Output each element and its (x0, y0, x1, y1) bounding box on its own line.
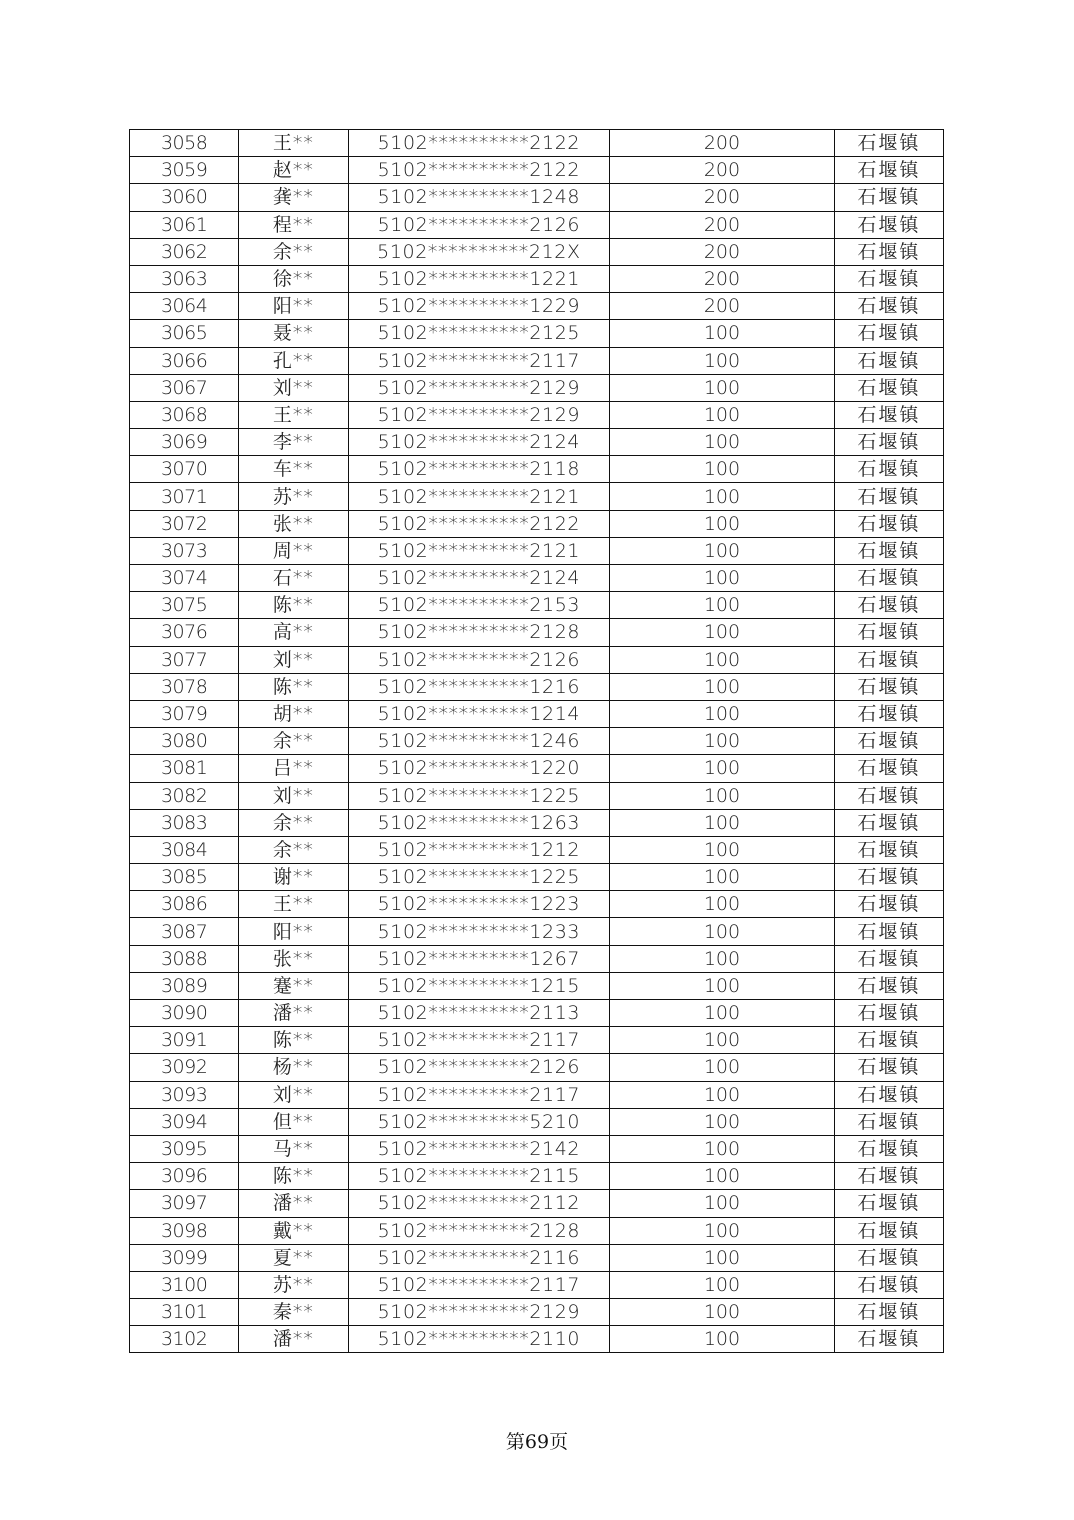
id-number-cell: 5102**********2153 (348, 592, 610, 619)
town-cell: 石堰镇 (834, 864, 943, 891)
amount-cell: 200 (610, 211, 835, 238)
name-cell: 赵** (239, 157, 348, 184)
id-number-cell: 5102**********2117 (348, 1081, 610, 1108)
id-number-cell: 5102**********1220 (348, 755, 610, 782)
serial-number-cell: 3096 (130, 1163, 239, 1190)
table-row (130, 1271, 944, 1298)
table-row (130, 293, 944, 320)
table-row (130, 1217, 944, 1244)
name-cell: 苏** (239, 483, 348, 510)
table-row (130, 1244, 944, 1271)
name-cell: 程** (239, 211, 348, 238)
table-row (130, 592, 944, 619)
town-cell: 石堰镇 (834, 972, 943, 999)
id-number-cell: 5102**********2129 (348, 374, 610, 401)
name-cell: 陈** (239, 673, 348, 700)
town-cell: 石堰镇 (834, 592, 943, 619)
town-cell: 石堰镇 (834, 646, 943, 673)
id-number-cell: 5102**********2117 (348, 1027, 610, 1054)
name-cell: 周** (239, 537, 348, 564)
name-cell: 李** (239, 429, 348, 456)
amount-cell: 100 (610, 619, 835, 646)
name-cell: 徐** (239, 265, 348, 292)
amount-cell: 200 (610, 265, 835, 292)
table-row (130, 809, 944, 836)
town-cell: 石堰镇 (834, 238, 943, 265)
serial-number-cell: 3060 (130, 184, 239, 211)
id-number-cell: 5102**********2122 (348, 157, 610, 184)
table-row (130, 1081, 944, 1108)
name-cell: 高** (239, 619, 348, 646)
roster-table-body (130, 130, 944, 1353)
serial-number-cell: 3075 (130, 592, 239, 619)
id-number-cell: 5102**********1225 (348, 864, 610, 891)
serial-number-cell: 3062 (130, 238, 239, 265)
name-cell: 苏** (239, 1271, 348, 1298)
serial-number-cell: 3088 (130, 945, 239, 972)
amount-cell: 100 (610, 1299, 835, 1326)
town-cell: 石堰镇 (834, 184, 943, 211)
name-cell: 孔** (239, 347, 348, 374)
table-row (130, 1054, 944, 1081)
name-cell: 潘** (239, 1190, 348, 1217)
table-row (130, 782, 944, 809)
town-cell: 石堰镇 (834, 130, 943, 157)
town-cell: 石堰镇 (834, 1271, 943, 1298)
amount-cell: 100 (610, 1027, 835, 1054)
name-cell: 杨** (239, 1054, 348, 1081)
town-cell: 石堰镇 (834, 429, 943, 456)
id-number-cell: 5102**********1214 (348, 700, 610, 727)
town-cell: 石堰镇 (834, 293, 943, 320)
table-row (130, 700, 944, 727)
amount-cell: 200 (610, 130, 835, 157)
amount-cell: 100 (610, 646, 835, 673)
table-row (130, 619, 944, 646)
town-cell: 石堰镇 (834, 320, 943, 347)
town-cell: 石堰镇 (834, 211, 943, 238)
name-cell: 阳** (239, 918, 348, 945)
amount-cell: 100 (610, 673, 835, 700)
name-cell: 阳** (239, 293, 348, 320)
serial-number-cell: 3084 (130, 836, 239, 863)
serial-number-cell: 3063 (130, 265, 239, 292)
serial-number-cell: 3089 (130, 972, 239, 999)
name-cell: 马** (239, 1135, 348, 1162)
name-cell: 余** (239, 809, 348, 836)
town-cell: 石堰镇 (834, 1000, 943, 1027)
town-cell: 石堰镇 (834, 401, 943, 428)
name-cell: 王** (239, 130, 348, 157)
serial-number-cell: 3100 (130, 1271, 239, 1298)
table-row (130, 728, 944, 755)
serial-number-cell: 3098 (130, 1217, 239, 1244)
id-number-cell: 5102**********1229 (348, 293, 610, 320)
serial-number-cell: 3081 (130, 755, 239, 782)
amount-cell: 100 (610, 1271, 835, 1298)
serial-number-cell: 3076 (130, 619, 239, 646)
table-row (130, 972, 944, 999)
serial-number-cell: 3065 (130, 320, 239, 347)
town-cell: 石堰镇 (834, 265, 943, 292)
id-number-cell: 5102**********2126 (348, 1054, 610, 1081)
serial-number-cell: 3058 (130, 130, 239, 157)
serial-number-cell: 3101 (130, 1299, 239, 1326)
serial-number-cell: 3072 (130, 510, 239, 537)
id-number-cell: 5102**********2124 (348, 565, 610, 592)
amount-cell: 100 (610, 809, 835, 836)
town-cell: 石堰镇 (834, 456, 943, 483)
serial-number-cell: 3061 (130, 211, 239, 238)
id-number-cell: 5102**********2121 (348, 537, 610, 564)
table-row (130, 456, 944, 483)
serial-number-cell: 3083 (130, 809, 239, 836)
serial-number-cell: 3094 (130, 1108, 239, 1135)
id-number-cell: 5102**********2126 (348, 646, 610, 673)
name-cell: 王** (239, 401, 348, 428)
amount-cell: 100 (610, 782, 835, 809)
id-number-cell: 5102**********2110 (348, 1326, 610, 1353)
id-number-cell: 5102**********212X (348, 238, 610, 265)
table-row (130, 836, 944, 863)
serial-number-cell: 3085 (130, 864, 239, 891)
amount-cell: 100 (610, 836, 835, 863)
town-cell: 石堰镇 (834, 1326, 943, 1353)
id-number-cell: 5102**********5210 (348, 1108, 610, 1135)
table-row (130, 646, 944, 673)
serial-number-cell: 3093 (130, 1081, 239, 1108)
table-row (130, 1000, 944, 1027)
id-number-cell: 5102**********2117 (348, 347, 610, 374)
amount-cell: 100 (610, 1135, 835, 1162)
name-cell: 张** (239, 510, 348, 537)
serial-number-cell: 3066 (130, 347, 239, 374)
town-cell: 石堰镇 (834, 728, 943, 755)
name-cell: 胡** (239, 700, 348, 727)
id-number-cell: 5102**********1267 (348, 945, 610, 972)
id-number-cell: 5102**********1212 (348, 836, 610, 863)
name-cell: 蹇** (239, 972, 348, 999)
town-cell: 石堰镇 (834, 483, 943, 510)
table-row (130, 673, 944, 700)
serial-number-cell: 3078 (130, 673, 239, 700)
name-cell: 余** (239, 238, 348, 265)
serial-number-cell: 3073 (130, 537, 239, 564)
id-number-cell: 5102**********1246 (348, 728, 610, 755)
name-cell: 陈** (239, 1163, 348, 1190)
amount-cell: 100 (610, 1081, 835, 1108)
serial-number-cell: 3087 (130, 918, 239, 945)
table-row (130, 211, 944, 238)
town-cell: 石堰镇 (834, 1190, 943, 1217)
amount-cell: 100 (610, 1326, 835, 1353)
name-cell: 余** (239, 836, 348, 863)
name-cell: 谢** (239, 864, 348, 891)
amount-cell: 100 (610, 1054, 835, 1081)
town-cell: 石堰镇 (834, 1027, 943, 1054)
amount-cell: 200 (610, 184, 835, 211)
table-row (130, 755, 944, 782)
amount-cell: 100 (610, 945, 835, 972)
town-cell: 石堰镇 (834, 565, 943, 592)
name-cell: 余** (239, 728, 348, 755)
serial-number-cell: 3097 (130, 1190, 239, 1217)
amount-cell: 100 (610, 592, 835, 619)
town-cell: 石堰镇 (834, 1217, 943, 1244)
name-cell: 王** (239, 891, 348, 918)
roster-table (129, 129, 944, 1353)
id-number-cell: 5102**********1216 (348, 673, 610, 700)
table-row (130, 320, 944, 347)
amount-cell: 100 (610, 510, 835, 537)
town-cell: 石堰镇 (834, 1081, 943, 1108)
id-number-cell: 5102**********2129 (348, 1299, 610, 1326)
id-number-cell: 5102**********1233 (348, 918, 610, 945)
name-cell: 刘** (239, 646, 348, 673)
id-number-cell: 5102**********2112 (348, 1190, 610, 1217)
town-cell: 石堰镇 (834, 1244, 943, 1271)
town-cell: 石堰镇 (834, 673, 943, 700)
amount-cell: 100 (610, 728, 835, 755)
town-cell: 石堰镇 (834, 809, 943, 836)
id-number-cell: 5102**********2128 (348, 1217, 610, 1244)
amount-cell: 100 (610, 347, 835, 374)
table-row (130, 510, 944, 537)
id-number-cell: 5102**********1225 (348, 782, 610, 809)
serial-number-cell: 3070 (130, 456, 239, 483)
amount-cell: 100 (610, 1108, 835, 1135)
table-row (130, 184, 944, 211)
town-cell: 石堰镇 (834, 700, 943, 727)
amount-cell: 100 (610, 537, 835, 564)
amount-cell: 200 (610, 293, 835, 320)
serial-number-cell: 3064 (130, 293, 239, 320)
town-cell: 石堰镇 (834, 945, 943, 972)
name-cell: 张** (239, 945, 348, 972)
table-row (130, 483, 944, 510)
id-number-cell: 5102**********1221 (348, 265, 610, 292)
table-row (130, 1190, 944, 1217)
amount-cell: 100 (610, 700, 835, 727)
table-row (130, 347, 944, 374)
amount-cell: 100 (610, 1000, 835, 1027)
table-row (130, 1326, 944, 1353)
id-number-cell: 5102**********2118 (348, 456, 610, 483)
town-cell: 石堰镇 (834, 755, 943, 782)
serial-number-cell: 3077 (130, 646, 239, 673)
amount-cell: 100 (610, 1244, 835, 1271)
id-number-cell: 5102**********1215 (348, 972, 610, 999)
id-number-cell: 5102**********2115 (348, 1163, 610, 1190)
amount-cell: 100 (610, 401, 835, 428)
table-row (130, 1299, 944, 1326)
table-row (130, 565, 944, 592)
table-row (130, 918, 944, 945)
id-number-cell: 5102**********2124 (348, 429, 610, 456)
serial-number-cell: 3090 (130, 1000, 239, 1027)
town-cell: 石堰镇 (834, 1299, 943, 1326)
name-cell: 潘** (239, 1000, 348, 1027)
amount-cell: 100 (610, 891, 835, 918)
serial-number-cell: 3102 (130, 1326, 239, 1353)
serial-number-cell: 3074 (130, 565, 239, 592)
name-cell: 聂** (239, 320, 348, 347)
town-cell: 石堰镇 (834, 1108, 943, 1135)
table-row (130, 1108, 944, 1135)
id-number-cell: 5102**********1248 (348, 184, 610, 211)
amount-cell: 100 (610, 918, 835, 945)
id-number-cell: 5102**********2122 (348, 510, 610, 537)
name-cell: 石** (239, 565, 348, 592)
name-cell: 刘** (239, 1081, 348, 1108)
name-cell: 秦** (239, 1299, 348, 1326)
table-row (130, 374, 944, 401)
id-number-cell: 5102**********2117 (348, 1271, 610, 1298)
town-cell: 石堰镇 (834, 374, 943, 401)
town-cell: 石堰镇 (834, 836, 943, 863)
table-row (130, 945, 944, 972)
town-cell: 石堰镇 (834, 1135, 943, 1162)
id-number-cell: 5102**********2113 (348, 1000, 610, 1027)
serial-number-cell: 3099 (130, 1244, 239, 1271)
table-row (130, 401, 944, 428)
serial-number-cell: 3095 (130, 1135, 239, 1162)
name-cell: 潘** (239, 1326, 348, 1353)
id-number-cell: 5102**********2128 (348, 619, 610, 646)
amount-cell: 100 (610, 1163, 835, 1190)
serial-number-cell: 3092 (130, 1054, 239, 1081)
town-cell: 石堰镇 (834, 1163, 943, 1190)
name-cell: 陈** (239, 592, 348, 619)
town-cell: 石堰镇 (834, 891, 943, 918)
amount-cell: 100 (610, 972, 835, 999)
table-row (130, 537, 944, 564)
amount-cell: 200 (610, 157, 835, 184)
amount-cell: 100 (610, 1217, 835, 1244)
serial-number-cell: 3091 (130, 1027, 239, 1054)
amount-cell: 100 (610, 456, 835, 483)
name-cell: 车** (239, 456, 348, 483)
town-cell: 石堰镇 (834, 537, 943, 564)
serial-number-cell: 3069 (130, 429, 239, 456)
table-row (130, 157, 944, 184)
serial-number-cell: 3071 (130, 483, 239, 510)
id-number-cell: 5102**********2142 (348, 1135, 610, 1162)
serial-number-cell: 3067 (130, 374, 239, 401)
amount-cell: 100 (610, 320, 835, 347)
serial-number-cell: 3086 (130, 891, 239, 918)
serial-number-cell: 3082 (130, 782, 239, 809)
id-number-cell: 5102**********2125 (348, 320, 610, 347)
name-cell: 戴** (239, 1217, 348, 1244)
table-row (130, 1163, 944, 1190)
town-cell: 石堰镇 (834, 619, 943, 646)
amount-cell: 100 (610, 429, 835, 456)
town-cell: 石堰镇 (834, 918, 943, 945)
id-number-cell: 5102**********2121 (348, 483, 610, 510)
name-cell: 龚** (239, 184, 348, 211)
name-cell: 刘** (239, 782, 348, 809)
town-cell: 石堰镇 (834, 782, 943, 809)
town-cell: 石堰镇 (834, 1054, 943, 1081)
amount-cell: 100 (610, 483, 835, 510)
table-row (130, 130, 944, 157)
name-cell: 吕** (239, 755, 348, 782)
table-row (130, 429, 944, 456)
town-cell: 石堰镇 (834, 347, 943, 374)
id-number-cell: 5102**********2122 (348, 130, 610, 157)
name-cell: 夏** (239, 1244, 348, 1271)
id-number-cell: 5102**********1263 (348, 809, 610, 836)
serial-number-cell: 3059 (130, 157, 239, 184)
page-number: 第69页 (505, 1431, 569, 1453)
name-cell: 刘** (239, 374, 348, 401)
table-row (130, 891, 944, 918)
serial-number-cell: 3079 (130, 700, 239, 727)
serial-number-cell: 3080 (130, 728, 239, 755)
id-number-cell: 5102**********2126 (348, 211, 610, 238)
amount-cell: 100 (610, 755, 835, 782)
town-cell: 石堰镇 (834, 510, 943, 537)
table-row (130, 265, 944, 292)
id-number-cell: 5102**********1223 (348, 891, 610, 918)
amount-cell: 100 (610, 565, 835, 592)
name-cell: 陈** (239, 1027, 348, 1054)
id-number-cell: 5102**********2116 (348, 1244, 610, 1271)
table-row (130, 1135, 944, 1162)
name-cell: 但** (239, 1108, 348, 1135)
table-row (130, 864, 944, 891)
amount-cell: 200 (610, 238, 835, 265)
serial-number-cell: 3068 (130, 401, 239, 428)
amount-cell: 100 (610, 864, 835, 891)
town-cell: 石堰镇 (834, 157, 943, 184)
amount-cell: 100 (610, 374, 835, 401)
id-number-cell: 5102**********2129 (348, 401, 610, 428)
table-row (130, 1027, 944, 1054)
amount-cell: 100 (610, 1190, 835, 1217)
table-row (130, 238, 944, 265)
